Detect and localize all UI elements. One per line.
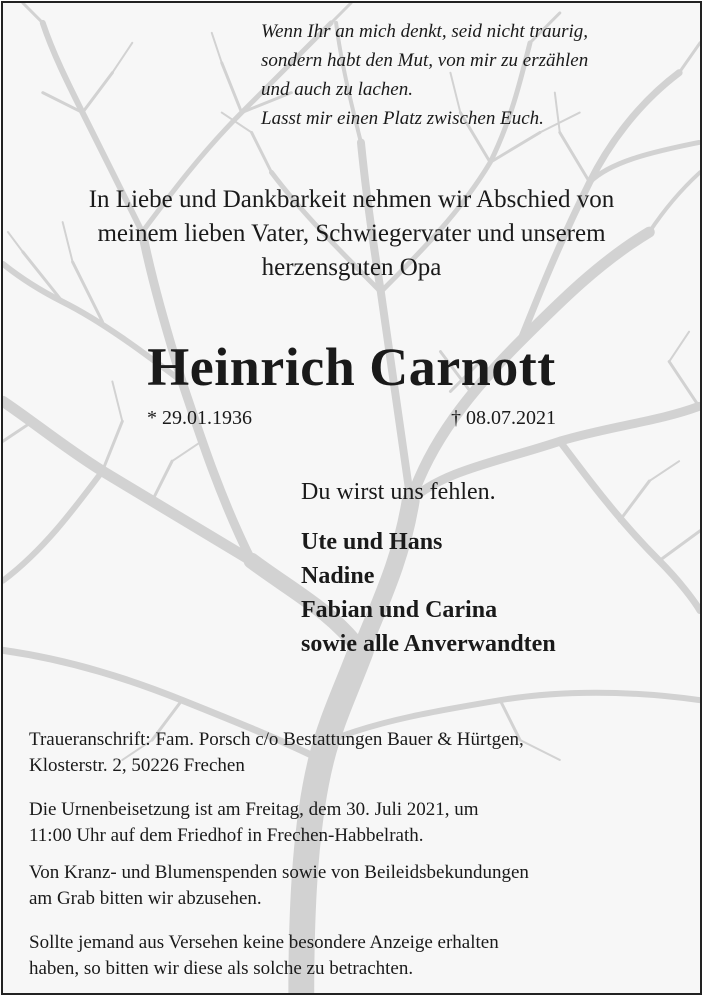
family-member: Nadine: [301, 563, 375, 589]
intro-line: herzensguten Opa: [261, 254, 442, 281]
intro-line: In Liebe und Dankbarkeit nehmen wir Abschied von: [88, 186, 615, 213]
poem-line: und auch zu lachen.: [261, 79, 413, 100]
burial-line: 11:00 Uhr auf dem Friedhof in Frechen-Habbelrath.: [29, 825, 424, 846]
family-signatures: [301, 525, 556, 661]
flowers-request: [29, 860, 689, 912]
mourning-address: [29, 727, 689, 779]
obituary-notice: [1, 1, 702, 995]
burial-info: [29, 797, 689, 849]
farewell-line: Du wirst uns fehlen.: [301, 479, 496, 505]
notice-content: [3, 3, 700, 993]
address-line: Traueranschrift: Fam. Porsch c/o Bestattungen Bauer & Hürtgen,: [29, 729, 524, 750]
family-member: Fabian und Carina: [301, 597, 498, 623]
notice-disclaimer: [29, 930, 689, 982]
birth-date: * 29.01.1936: [147, 407, 252, 429]
family-member: Ute und Hans: [301, 529, 443, 555]
family-member: sowie alle Anverwandten: [301, 631, 556, 657]
address-line: Klosterstr. 2, 50226 Frechen: [29, 755, 245, 776]
burial-line: Die Urnenbeisetzung ist am Freitag, dem 30. Juli 2021, um: [29, 799, 479, 820]
note-line: haben, so bitten wir diese als solche zu betrachten.: [29, 958, 414, 979]
death-date: † 08.07.2021: [451, 407, 556, 429]
farewell-intro: [3, 183, 700, 285]
poem-line: sondern habt den Mut, von mir zu erzählen: [261, 50, 589, 71]
flowers-line: am Grab bitten wir abzusehen.: [29, 888, 262, 909]
deceased-name: Heinrich Carnott: [147, 337, 556, 397]
poem-line: Lasst mir einen Platz zwischen Euch.: [261, 108, 544, 129]
memorial-poem: [261, 17, 701, 133]
note-line: Sollte jemand aus Versehen keine besondere Anzeige erhalten: [29, 932, 499, 953]
intro-line: meinem lieben Vater, Schwiegervater und unserem: [97, 220, 606, 247]
poem-line: Wenn Ihr an mich denkt, seid nicht traurig,: [261, 21, 589, 42]
flowers-line: Von Kranz- und Blumenspenden sowie von Beileidsbekundungen: [29, 862, 529, 883]
